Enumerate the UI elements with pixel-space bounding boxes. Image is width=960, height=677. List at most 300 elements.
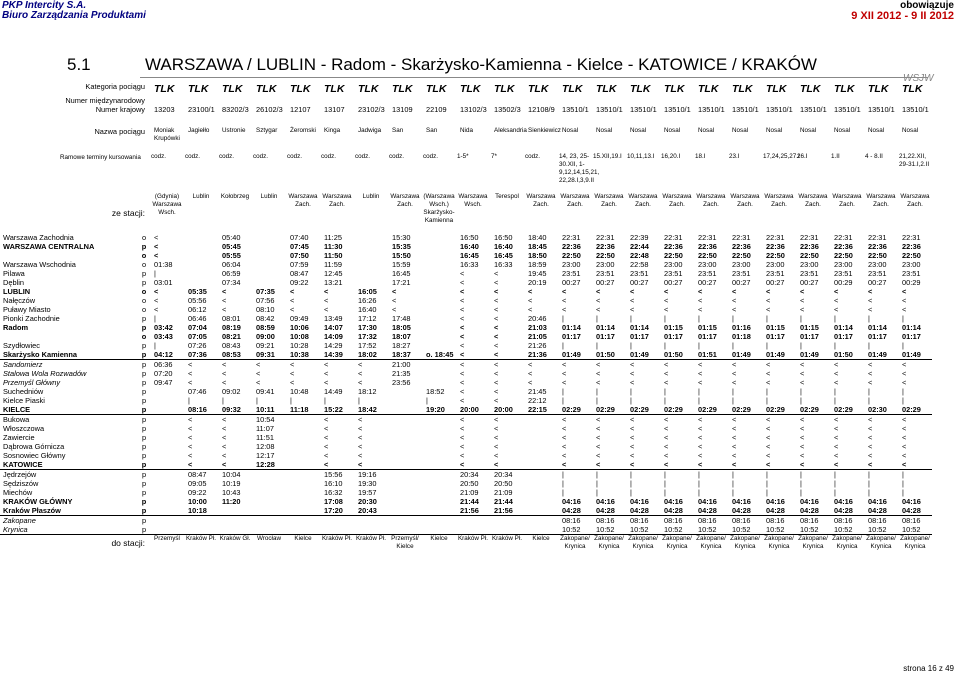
train-category-row-cell: TLK bbox=[392, 83, 413, 95]
train-name-row-cell: Jadwiga bbox=[358, 127, 382, 134]
time-cell: < bbox=[762, 460, 796, 470]
timetable-row bbox=[0, 332, 932, 341]
national-number-row-cell: 13510/1 bbox=[766, 105, 793, 114]
time-cell: < bbox=[698, 287, 703, 296]
time-cell: 19:57 bbox=[358, 488, 377, 497]
time-cell bbox=[252, 470, 286, 480]
time-cell: 16:45 bbox=[494, 251, 513, 260]
train-name-row-cell: Sienkiewicz bbox=[528, 127, 561, 134]
time-cell: < bbox=[728, 460, 762, 470]
time-cell: < bbox=[460, 451, 465, 460]
time-cell: 07:45 bbox=[290, 242, 309, 251]
time-cell: < bbox=[494, 314, 499, 323]
time-cell: 14:07 bbox=[324, 323, 343, 332]
time-cell: 18:50 bbox=[528, 251, 547, 260]
origin-row-cell: Warszawa Zach. bbox=[526, 193, 556, 208]
time-cell: < bbox=[358, 378, 363, 387]
intl-number-row-cell bbox=[524, 96, 558, 105]
time-cell bbox=[524, 415, 558, 425]
time-cell bbox=[388, 516, 422, 526]
time-cell: 04:16 bbox=[630, 497, 649, 506]
national-number-row-cell: 13502/3 bbox=[494, 105, 521, 114]
time-cell bbox=[252, 497, 286, 506]
time-cell: < bbox=[188, 424, 193, 433]
title-rule bbox=[140, 77, 928, 78]
time-cell: 04:16 bbox=[698, 497, 717, 506]
station-name: Skarżysko Kamienna bbox=[0, 350, 138, 360]
time-cell: < bbox=[256, 378, 261, 387]
time-cell: < bbox=[460, 378, 465, 387]
time-cell bbox=[388, 525, 422, 535]
train-category-row-cell: TLK bbox=[256, 83, 277, 95]
time-cell: | bbox=[290, 396, 292, 405]
time-cell: < bbox=[562, 360, 567, 369]
time-cell bbox=[456, 516, 490, 526]
time-cell: < bbox=[596, 296, 601, 305]
intl-number-row-cell bbox=[184, 96, 218, 105]
time-cell bbox=[150, 415, 184, 425]
time-cell: 02:29 bbox=[898, 405, 932, 415]
intl-number-row-cell bbox=[796, 96, 830, 105]
time-cell: < bbox=[460, 269, 465, 278]
station-name: KRAKÓW GŁÓWNY bbox=[3, 497, 73, 506]
time-cell: 10:52 bbox=[830, 525, 864, 535]
time-cell bbox=[524, 460, 558, 470]
train-category-row-cell: TLK bbox=[494, 83, 515, 95]
time-cell: | bbox=[698, 387, 700, 396]
destination-cell: Kraków Pł. bbox=[355, 535, 387, 542]
operating-days-row-cell: 1.II bbox=[831, 153, 840, 160]
intl-number-row-cell bbox=[354, 96, 388, 105]
national-number-row-cell: 13510/1 bbox=[664, 105, 691, 114]
time-cell: | bbox=[154, 341, 156, 350]
time-cell bbox=[252, 488, 286, 497]
time-cell: < bbox=[188, 433, 193, 442]
time-cell bbox=[184, 269, 218, 278]
operating-days-row-cell: 23.I bbox=[729, 153, 740, 160]
time-cell: < bbox=[766, 287, 771, 296]
timetable-row bbox=[0, 296, 932, 305]
time-cell: < bbox=[494, 305, 499, 314]
time-cell: 22:50 bbox=[868, 251, 887, 260]
time-cell: 02:29 bbox=[558, 405, 592, 415]
time-cell bbox=[150, 497, 184, 506]
operating-days-row-cell: 21,22.XII, 29-31.I,2.II bbox=[899, 153, 930, 168]
time-cell: | bbox=[222, 396, 224, 405]
origin-row-cell: (Gdynia) Warszawa Wsch. bbox=[152, 193, 182, 216]
station-name: Zawiercie bbox=[3, 433, 35, 442]
origin-row-cell: Warszawa Zach. bbox=[696, 193, 726, 208]
time-cell: 22:31 bbox=[562, 233, 581, 242]
time-cell: 07:20 bbox=[154, 369, 173, 378]
time-cell bbox=[252, 233, 286, 242]
time-cell: 06:59 bbox=[222, 269, 241, 278]
time-cell: < bbox=[494, 442, 499, 451]
time-cell: 22:36 bbox=[834, 242, 853, 251]
timetable-row bbox=[0, 424, 932, 433]
arrival-departure-marker: p bbox=[138, 525, 150, 535]
time-cell: < bbox=[834, 360, 839, 369]
time-cell bbox=[252, 506, 286, 516]
timetable-row bbox=[0, 405, 932, 415]
time-cell: 21:44 bbox=[460, 497, 479, 506]
time-cell: | bbox=[562, 314, 564, 323]
national-number-row-cell: 13510/1 bbox=[902, 105, 929, 114]
time-cell: 01:14 bbox=[562, 323, 581, 332]
intl-number-row-cell bbox=[320, 96, 354, 105]
time-cell: 10:08 bbox=[290, 332, 309, 341]
time-cell: < bbox=[528, 287, 533, 296]
time-cell: | bbox=[562, 488, 564, 497]
national-number-row-cell: 13510/1 bbox=[596, 105, 623, 114]
time-cell: 04:28 bbox=[830, 506, 864, 516]
operating-days-row-cell: codz. bbox=[389, 153, 405, 160]
time-cell: 09:32 bbox=[218, 405, 252, 415]
time-cell: 21:45 bbox=[528, 387, 547, 396]
time-cell: < bbox=[698, 451, 703, 460]
operating-days-row-cell: 15.XII,19.I bbox=[593, 153, 622, 160]
time-cell bbox=[286, 516, 320, 526]
time-cell: 06:12 bbox=[188, 305, 207, 314]
time-cell: 10:52 bbox=[762, 525, 796, 535]
operating-days-row-cell: 14, 23, 25-30.XII, 1-9,12,14,15,21, 22,28.I,3,9.II bbox=[559, 153, 600, 184]
time-cell: | bbox=[630, 479, 632, 488]
station-name: Zakopane bbox=[3, 516, 36, 525]
time-cell: 01:17 bbox=[868, 332, 887, 341]
company-name: PKP Intercity S.A. bbox=[2, 0, 87, 11]
destination-cell: Kraków Pł. bbox=[491, 535, 523, 542]
origin-row-cell: Warszawa Zach. bbox=[900, 193, 930, 208]
time-cell: 19:16 bbox=[358, 470, 377, 479]
station-name: Przemyśl Główny bbox=[3, 378, 61, 387]
time-cell: < bbox=[698, 424, 703, 433]
time-cell: 08:16 bbox=[664, 516, 683, 525]
station-name: Pionki Zachodnie bbox=[3, 314, 60, 323]
time-cell: < bbox=[834, 433, 839, 442]
train-name-row-cell: Nosal bbox=[698, 127, 715, 134]
station-name: Sandomierz bbox=[3, 360, 43, 369]
station-name: Bukowa bbox=[3, 415, 30, 424]
time-cell: < bbox=[766, 305, 771, 314]
time-cell: 01:17 bbox=[664, 332, 683, 341]
train-category-row-cell: TLK bbox=[154, 83, 175, 95]
time-cell: | bbox=[698, 470, 700, 479]
time-cell: 23:51 bbox=[562, 269, 581, 278]
time-cell: 01:15 bbox=[800, 323, 819, 332]
time-cell bbox=[524, 433, 558, 442]
time-cell: < bbox=[324, 424, 329, 433]
time-cell: < bbox=[324, 296, 329, 305]
time-cell: < bbox=[698, 378, 703, 387]
time-cell: 17:52 bbox=[358, 341, 377, 350]
origin-row-cell: Warszawa Zach. bbox=[288, 193, 318, 208]
time-cell: | bbox=[732, 470, 734, 479]
time-cell: < bbox=[222, 378, 227, 387]
time-cell: 16:50 bbox=[460, 233, 479, 242]
time-cell bbox=[286, 442, 320, 451]
train-name-row-cell: Nosal bbox=[800, 127, 817, 134]
time-cell: | bbox=[902, 341, 904, 350]
time-cell: < bbox=[796, 460, 830, 470]
time-cell: < bbox=[800, 433, 805, 442]
time-cell: | bbox=[868, 341, 870, 350]
time-cell: < bbox=[392, 305, 397, 314]
time-cell: < bbox=[222, 369, 227, 378]
time-cell: 16:40 bbox=[460, 242, 479, 251]
arrival-departure-marker: o bbox=[141, 332, 147, 341]
time-cell: 11:59 bbox=[324, 260, 342, 269]
time-cell bbox=[252, 251, 286, 260]
time-cell: 10:18 bbox=[184, 506, 218, 516]
time-cell bbox=[422, 470, 456, 480]
time-cell bbox=[184, 242, 218, 251]
operating-days-row-cell: 7* bbox=[491, 153, 497, 160]
timetable-row bbox=[0, 287, 932, 296]
time-cell: 23:00 bbox=[664, 260, 683, 269]
intl-number-row-cell bbox=[592, 96, 626, 105]
destination-cell: Kraków Pł. bbox=[457, 535, 489, 542]
time-cell: 01:18 bbox=[732, 332, 751, 341]
time-cell: 01:14 bbox=[902, 323, 921, 332]
time-cell bbox=[354, 251, 388, 260]
time-cell bbox=[320, 525, 354, 535]
time-cell: < bbox=[766, 296, 771, 305]
time-cell: < bbox=[358, 415, 363, 424]
arrival-departure-marker: p bbox=[141, 242, 147, 251]
intl-number-row-cell bbox=[694, 96, 728, 105]
time-cell: 21:05 bbox=[528, 332, 547, 341]
time-cell: 21:56 bbox=[490, 506, 524, 516]
time-cell: 15:35 bbox=[392, 242, 411, 251]
time-cell: < bbox=[290, 378, 295, 387]
timetable-row bbox=[0, 341, 932, 350]
time-cell bbox=[388, 433, 422, 442]
national-number-row-cell: 13510/1 bbox=[834, 105, 861, 114]
time-cell: | bbox=[562, 387, 564, 396]
time-cell: 22:36 bbox=[902, 242, 921, 251]
time-cell: < bbox=[596, 433, 601, 442]
time-cell: 02:29 bbox=[626, 405, 660, 415]
time-cell: 01:14 bbox=[834, 323, 853, 332]
time-cell: 18:42 bbox=[354, 405, 388, 415]
time-cell: | bbox=[562, 396, 564, 405]
time-cell bbox=[422, 415, 456, 425]
time-cell bbox=[150, 442, 184, 451]
time-cell: < bbox=[698, 442, 703, 451]
time-cell: 01:15 bbox=[664, 323, 683, 332]
time-cell: < bbox=[290, 305, 295, 314]
time-cell: | bbox=[154, 269, 156, 278]
time-cell: < bbox=[732, 296, 737, 305]
time-cell: 22:36 bbox=[868, 242, 887, 251]
arrival-departure-marker: p bbox=[138, 350, 150, 360]
operating-days-row-cell: 4 - 8.II bbox=[865, 153, 883, 160]
time-cell bbox=[388, 470, 422, 480]
station-name: Puławy Miasto bbox=[3, 305, 51, 314]
time-cell: | bbox=[732, 387, 734, 396]
time-cell: | bbox=[596, 387, 598, 396]
time-cell: | bbox=[834, 341, 836, 350]
time-cell: < bbox=[392, 287, 397, 296]
destination-cell: Zakopane/ Krynica bbox=[764, 535, 794, 550]
time-cell: | bbox=[256, 396, 258, 405]
time-cell: < bbox=[902, 305, 907, 314]
time-cell: < bbox=[460, 341, 465, 350]
time-cell: 01:49 bbox=[796, 350, 830, 360]
time-cell: 16:05 bbox=[358, 287, 377, 296]
time-cell: 22:44 bbox=[630, 242, 649, 251]
time-cell: 00:29 bbox=[902, 278, 921, 287]
national-number-row-cell: 13510/1 bbox=[868, 105, 895, 114]
time-cell: < bbox=[596, 378, 601, 387]
time-cell: < bbox=[562, 287, 567, 296]
time-cell: < bbox=[490, 460, 524, 470]
time-cell: 22:31 bbox=[800, 233, 819, 242]
time-cell: | bbox=[834, 396, 836, 405]
time-cell: 01:51 bbox=[694, 350, 728, 360]
time-cell bbox=[218, 506, 252, 516]
wsjw-mark: WSJW bbox=[903, 73, 934, 84]
intl-number-row bbox=[0, 96, 932, 105]
time-cell: < bbox=[154, 296, 159, 305]
intl-number-row-cell bbox=[626, 96, 660, 105]
time-cell: < bbox=[290, 360, 295, 369]
time-cell: 22:36 bbox=[664, 242, 683, 251]
time-cell: < bbox=[800, 296, 805, 305]
time-cell: 07:05 bbox=[188, 332, 207, 341]
time-cell bbox=[286, 488, 320, 497]
timetable-row bbox=[0, 415, 932, 425]
time-cell bbox=[286, 424, 320, 433]
time-cell: 22:36 bbox=[800, 242, 819, 251]
time-cell: < bbox=[698, 360, 703, 369]
time-cell: 22:31 bbox=[902, 233, 921, 242]
time-cell: 22:50 bbox=[800, 251, 819, 260]
time-cell: < bbox=[222, 360, 227, 369]
time-cell: 01:50 bbox=[660, 350, 694, 360]
station-name: Warszawa Wschodnia bbox=[3, 260, 76, 269]
time-cell: o. 18:45 bbox=[422, 350, 456, 360]
time-cell bbox=[286, 497, 320, 506]
time-cell: < bbox=[188, 451, 193, 460]
time-cell: 07:36 bbox=[184, 350, 218, 360]
operating-days-row-cell: codz. bbox=[321, 153, 337, 160]
arrival-departure-marker: p bbox=[141, 387, 147, 396]
time-cell: < bbox=[558, 460, 592, 470]
time-cell: < bbox=[460, 369, 465, 378]
time-cell bbox=[150, 396, 184, 405]
time-cell bbox=[524, 516, 558, 526]
time-cell: 15:59 bbox=[392, 260, 411, 269]
time-cell bbox=[422, 460, 456, 470]
time-cell: 11:07 bbox=[256, 424, 274, 433]
time-cell: 18:52 bbox=[426, 387, 445, 396]
time-cell: | bbox=[596, 479, 598, 488]
train-category-row bbox=[0, 82, 932, 96]
time-cell: | bbox=[868, 479, 870, 488]
time-cell: 01:49 bbox=[898, 350, 932, 360]
station-name: Warszawa Zachodnia bbox=[3, 233, 74, 242]
train-category-row-cell: TLK bbox=[664, 83, 685, 95]
time-cell: < bbox=[188, 442, 193, 451]
time-cell: 22:48 bbox=[630, 251, 649, 260]
arrival-departure-marker: o bbox=[141, 296, 147, 305]
time-cell: | bbox=[630, 314, 632, 323]
time-cell: 16:50 bbox=[494, 233, 513, 242]
time-cell bbox=[184, 260, 218, 269]
time-cell bbox=[388, 424, 422, 433]
time-cell: 08:47 bbox=[290, 269, 309, 278]
origin-row-cell: Warszawa Zach. bbox=[832, 193, 862, 208]
time-cell: < bbox=[732, 360, 737, 369]
time-cell: 11:51 bbox=[256, 433, 274, 442]
time-cell: < bbox=[766, 360, 771, 369]
national-number-row-cell: 13203 bbox=[154, 105, 175, 114]
time-cell bbox=[388, 442, 422, 451]
time-cell: < bbox=[528, 378, 533, 387]
train-name-row-cell: Kinga bbox=[324, 127, 341, 134]
time-cell: 18:02 bbox=[354, 350, 388, 360]
time-cell: | bbox=[800, 341, 802, 350]
time-cell: 11:20 bbox=[222, 497, 241, 506]
time-cell: < bbox=[834, 305, 839, 314]
time-cell: | bbox=[664, 387, 666, 396]
time-cell: < bbox=[562, 378, 567, 387]
time-cell: 08:59 bbox=[256, 323, 275, 332]
station-name: Kraków Płaszów bbox=[0, 506, 138, 516]
time-cell: 23:00 bbox=[902, 260, 921, 269]
time-cell: | bbox=[766, 488, 768, 497]
timetable-row bbox=[0, 251, 932, 260]
time-cell bbox=[388, 497, 422, 506]
time-cell: < bbox=[664, 442, 669, 451]
arrival-departure-marker: p bbox=[138, 460, 150, 470]
time-cell: < bbox=[324, 287, 329, 296]
train-category-row-cell: TLK bbox=[698, 83, 719, 95]
time-cell bbox=[252, 260, 286, 269]
destination-cell: Kielce bbox=[430, 535, 448, 542]
time-cell: 03:42 bbox=[154, 323, 173, 332]
time-cell: < bbox=[528, 360, 533, 369]
time-cell: 22:58 bbox=[630, 260, 649, 269]
time-cell bbox=[286, 479, 320, 488]
train-category-row-cell: TLK bbox=[834, 83, 855, 95]
time-cell: 20:34 bbox=[494, 470, 513, 479]
operating-days-row-cell: codz. bbox=[253, 153, 269, 160]
time-cell: | bbox=[630, 387, 632, 396]
timetable-row bbox=[0, 350, 932, 360]
time-cell: < bbox=[494, 278, 499, 287]
time-cell: < bbox=[630, 433, 635, 442]
time-cell: < bbox=[868, 287, 873, 296]
time-cell bbox=[150, 516, 184, 526]
time-cell: < bbox=[456, 460, 490, 470]
time-cell bbox=[422, 287, 456, 296]
time-cell: 01:14 bbox=[596, 323, 615, 332]
time-cell bbox=[422, 323, 456, 332]
time-cell bbox=[422, 378, 456, 387]
intl-number-row-cell bbox=[490, 96, 524, 105]
timetable-row bbox=[0, 442, 932, 451]
time-cell: 16:45 bbox=[392, 269, 411, 278]
time-cell: 17:30 bbox=[358, 323, 377, 332]
arrival-departure-marker: o bbox=[141, 251, 147, 260]
time-cell: 10:38 bbox=[286, 350, 320, 360]
time-cell: 10:52 bbox=[626, 525, 660, 535]
time-cell: 00:27 bbox=[630, 278, 649, 287]
time-cell: < bbox=[562, 424, 567, 433]
time-cell: < bbox=[630, 369, 635, 378]
